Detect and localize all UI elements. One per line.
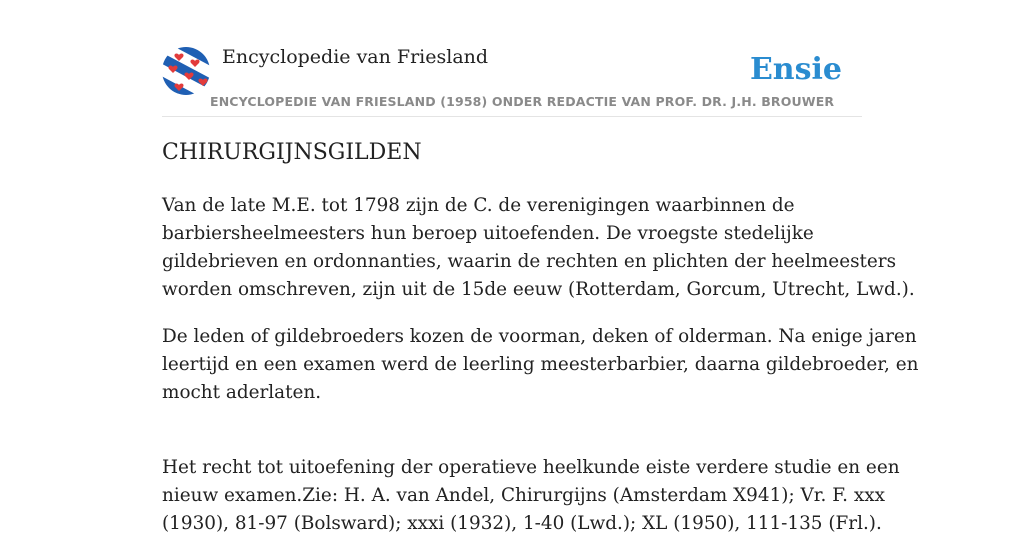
text-line: Het recht tot uitoefening der operatieve heelkunde eiste verdere studie en een: [162, 457, 900, 478]
article-paragraph: [162, 192, 915, 304]
text-line: barbiersheelmeesters hun beroep uitoefenden. De vroegste stedelijke: [162, 223, 814, 244]
text-line: nieuw examen.Zie: H. A. van Andel, Chirurgijns (Amsterdam X941); Vr. F. xxx: [162, 485, 885, 506]
text-line: worden omschreven, zijn uit de 15de eeuw (Rotterdam, Gorcum, Utrecht, Lwd.).: [162, 279, 915, 300]
site-title[interactable]: Encyclopedie van Friesland: [222, 46, 489, 68]
article-body: [162, 192, 919, 557]
brand-logo[interactable]: Ensie: [749, 52, 842, 87]
text-line: Van de late M.E. tot 1798 zijn de C. de verenigingen waarbinnen de: [162, 195, 795, 216]
paragraph-spacer: [162, 426, 862, 454]
article-title: CHIRURGIJNSGILDEN: [162, 140, 422, 165]
text-line: gildebrieven en ordonnanties, waarin de rechten en plichten der heelmeesters: [162, 251, 897, 272]
site-subtitle: ENCYCLOPEDIE VAN FRIESLAND (1958) ONDER REDACTIE VAN PROF. DR. J.H. BROUWER: [210, 94, 835, 109]
text-line: leertijd en een examen werd de leerling meesterbarbier, daarna gildebroeder, en: [162, 354, 919, 375]
article-paragraph: [162, 323, 919, 407]
text-line: De leden of gildebroeders kozen de voorman, deken of olderman. Na enige jaren: [162, 326, 917, 347]
article-paragraph: [162, 454, 900, 538]
site-header: [162, 44, 862, 117]
text-line: mocht aderlaten.: [162, 382, 322, 403]
frisian-flag-icon[interactable]: [162, 47, 210, 95]
text-line: (1930), 81-97 (Bolsward); xxxi (1932), 1-40 (Lwd.); XL (1950), 111-135 (Frl.).: [162, 513, 882, 534]
